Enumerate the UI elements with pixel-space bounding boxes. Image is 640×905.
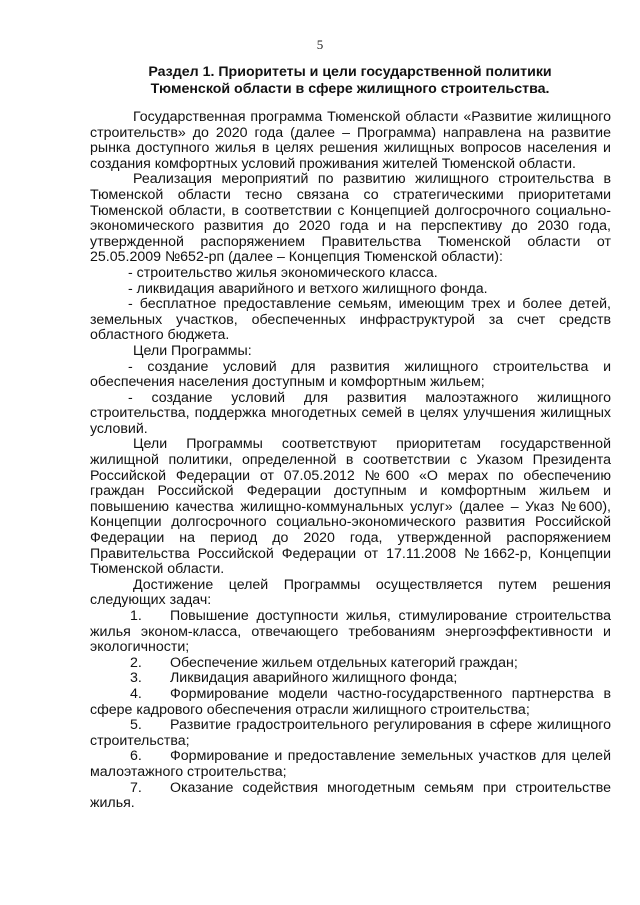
task-number: 3. — [130, 670, 142, 687]
tasks-intro-paragraph: Достижение целей Программы осуществляется путем решения следующих задач: — [90, 576, 611, 609]
document-body — [90, 110, 611, 812]
goal-item: - создание условий для развития малоэтажного жилищного строительства, поддержка многодетных семей в целях улучшения жилищных условий. — [90, 389, 611, 437]
priority-item: - строительство жилья экономического класса. — [128, 264, 438, 281]
task-text: Повышение доступности жилья, стимулирование строительства жилья эконом-класса, отвечающего требованиям энергоэффективности и экологичности; — [90, 608, 611, 656]
intro-paragraph: Государственная программа Тюменской области «Развитие жилищного строительств» до 2020 года (далее – Программа) направлена на развитие рынка доступного жилья в целях решения жилищных вопросов населения и создания комфортных условий проживания жителей Тюменской области. — [90, 109, 611, 172]
task-number: 5. — [130, 717, 142, 734]
task-item — [90, 781, 611, 812]
task-number: 1. — [130, 608, 142, 624]
implementation-paragraph: Реализация мероприятий по развитию жилищного строительства в Тюменской области тесно связана со стратегическими приоритетами Тюменской области, в соответствии с Концепцией долгосрочного социально-экономического развития до 2020 года и на перспективу до 2030 года, утвержденной распоряжением Правительства Тюменской области от 25.05.2009 №652-рп (далее – Концепция Тюменской области): — [90, 171, 611, 266]
task-text: Оказание содействия многодетным семьям при строительстве жилья. — [90, 779, 611, 812]
page-number: 5 — [316, 37, 324, 52]
section-heading — [90, 64, 610, 98]
task-number: 6. — [130, 748, 142, 765]
goals-label: Цели Программы: — [133, 342, 252, 359]
task-number: 2. — [130, 654, 142, 671]
task-item — [90, 749, 611, 780]
task-text: Ликвидация аварийного жилищного фонда; — [170, 670, 458, 687]
priority-item: - ликвидация аварийного и ветхого жилищного фонда. — [128, 280, 488, 297]
task-number: 7. — [130, 779, 142, 796]
task-item — [90, 656, 611, 672]
task-item — [90, 609, 611, 656]
section-heading-line-2: Тюменской области в сфере жилищного строительства. — [150, 81, 550, 97]
goal-item: - создание условий для развития жилищного строительства и обеспечения населения доступным и комфортным жильем; — [90, 358, 611, 391]
task-item — [90, 671, 611, 687]
priority-item: - бесплатное предоставление семьям, имеющим трех и более детей, земельных участков, обеспеченных инфраструктурой за счет средств областного бюджета. — [90, 296, 611, 344]
task-text: Обеспечение жильем отдельных категорий граждан; — [170, 654, 518, 671]
task-item — [90, 687, 611, 718]
task-text: Формирование модели частно-государственного партнерства в сфере кадрового обеспечения отрасли жилищного строительства; — [90, 685, 611, 718]
task-item — [90, 718, 611, 749]
goals-alignment-paragraph: Цели Программы соответствуют приоритетам государственной жилищной политики, определенной в соответствии с Указом Президента Российской Федерации от 07.05.2012 №600 «О мерах по обеспечению граждан Российской Федерации доступным и комфортным жильем и повышению качества жилищно-коммунальных услуг» (далее – Указ №600), Концепции долгосрочного социально-экономического развития Российской Федерации на период до 2020 года, утвержденной распоряжением Правительства Российской Федерации от 17.11.2008 №1662-р, Концепции Тюменской области. — [90, 436, 611, 578]
task-text: Формирование и предоставление земельных участков для целей малоэтажного строительства; — [90, 748, 611, 780]
task-text: Развитие градостроительного регулирования в сфере жилищного строительства; — [90, 717, 611, 749]
section-heading-line-1: Раздел 1. Приоритеты и цели государственной политики — [148, 64, 552, 80]
task-number: 4. — [130, 685, 142, 702]
